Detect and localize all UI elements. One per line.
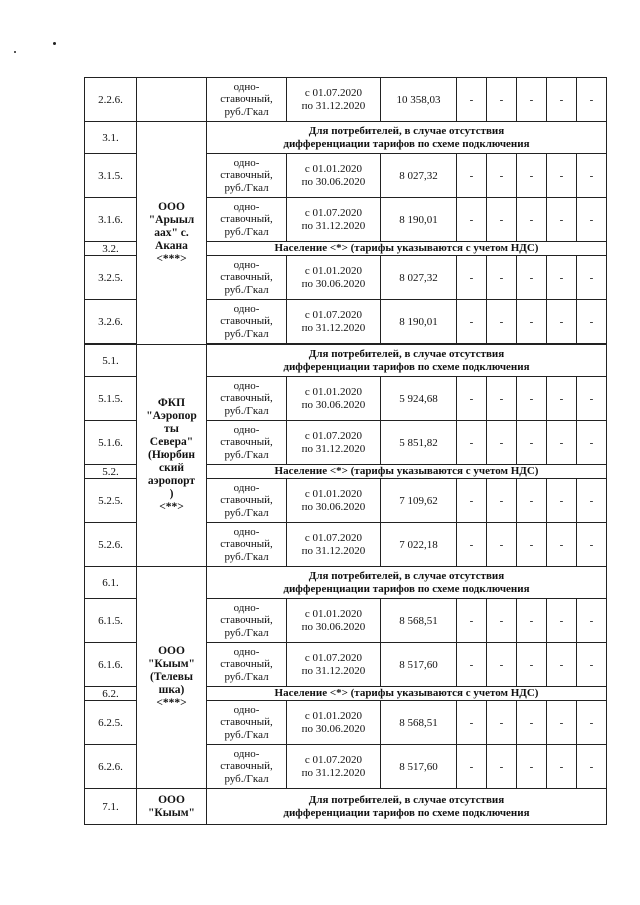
org-name: ООО "Кыым" [137,789,207,825]
dash-cell: - [457,78,487,122]
dash-cell: - [487,300,517,344]
dash-cell: - [457,300,487,344]
dash-cell: - [457,599,487,643]
dash-cell: - [457,523,487,567]
dash-cell: - [457,154,487,198]
tariff-value: 8 517,60 [381,745,457,789]
tariff-value: 8 027,32 [381,256,457,300]
dash-cell: - [487,745,517,789]
row-code: 5.1. [85,345,137,377]
row-code: 3.1.6. [85,198,137,242]
row-code: 6.2.6. [85,745,137,789]
org-name: ФКП "Аэропор ты Севера" (Нюрбин ский аэропорт ) <**> [137,345,207,567]
dash-cell: - [577,745,607,789]
dash-cell: - [487,479,517,523]
period-cell: с 01.07.2020 по 31.12.2020 [287,198,381,242]
dash-cell: - [577,599,607,643]
dash-cell: - [517,523,547,567]
dash-cell: - [487,198,517,242]
unit-cell: одно- ставочный, руб./Гкал [207,421,287,465]
population-header: Население <*> (тарифы указываются с учетом НДС) [207,687,607,701]
period-cell: с 01.01.2020 по 30.06.2020 [287,599,381,643]
dash-cell: - [577,421,607,465]
dash-cell: - [517,643,547,687]
period-cell: с 01.07.2020 по 31.12.2020 [287,745,381,789]
tariff-value: 5 851,82 [381,421,457,465]
tariff-value: 8 517,60 [381,643,457,687]
table-row [85,345,607,377]
period-cell: с 01.07.2020 по 31.12.2020 [287,523,381,567]
dash-cell: - [457,643,487,687]
dash-cell: - [547,745,577,789]
dash-cell: - [487,421,517,465]
tariff-value: 7 022,18 [381,523,457,567]
period-cell: с 01.07.2020 по 31.12.2020 [287,421,381,465]
dash-cell: - [547,154,577,198]
dash-cell: - [547,701,577,745]
tariff-table [84,77,607,825]
dash-cell: - [517,256,547,300]
dash-cell: - [577,154,607,198]
tariff-value: 8 190,01 [381,300,457,344]
period-cell: с 01.01.2020 по 30.06.2020 [287,154,381,198]
dash-cell: - [487,377,517,421]
dash-cell: - [517,300,547,344]
dash-cell: - [457,198,487,242]
dash-cell: - [577,377,607,421]
period-cell: с 01.01.2020 по 30.06.2020 [287,256,381,300]
dash-cell: - [457,479,487,523]
row-code: 6.2. [85,687,137,701]
dash-cell: - [487,701,517,745]
tariff-value: 5 924,68 [381,377,457,421]
row-code: 3.1.5. [85,154,137,198]
table-row [85,789,607,825]
population-header: Население <*> (тарифы указываются с учетом НДС) [207,465,607,479]
table-row [85,78,607,122]
org-cell-empty [137,78,207,122]
period-cell: с 01.01.2020 по 30.06.2020 [287,377,381,421]
table-row [85,567,607,599]
section-header: Для потребителей, в случае отсутствия дифференциации тарифов по схеме подключения [207,345,607,377]
dash-cell: - [517,421,547,465]
dash-cell: - [457,745,487,789]
row-code: 6.1.6. [85,643,137,687]
unit-cell: одно- ставочный, руб./Гкал [207,479,287,523]
scan-speck [14,51,16,53]
period-cell: с 01.07.2020 по 31.12.2020 [287,300,381,344]
dash-cell: - [517,701,547,745]
dash-cell: - [577,300,607,344]
dash-cell: - [547,300,577,344]
dash-cell: - [487,643,517,687]
unit-cell: одно- ставочный, руб./Гкал [207,256,287,300]
unit-cell: одно- ставочный, руб./Гкал [207,198,287,242]
dash-cell: - [517,154,547,198]
dash-cell: - [577,643,607,687]
unit-cell: одно- ставочный, руб./Гкал [207,300,287,344]
row-code: 3.2.6. [85,300,137,344]
dash-cell: - [457,377,487,421]
period-cell: с 01.07.2020 по 31.12.2020 [287,643,381,687]
section-header: Для потребителей, в случае отсутствия дифференциации тарифов по схеме подключения [207,122,607,154]
dash-cell: - [547,523,577,567]
row-code: 2.2.6. [85,78,137,122]
dash-cell: - [547,78,577,122]
unit-cell: одно- ставочный, руб./Гкал [207,599,287,643]
tariff-value: 7 109,62 [381,479,457,523]
tariff-value: 8 568,51 [381,701,457,745]
dash-cell: - [487,256,517,300]
population-header: Население <*> (тарифы указываются с учетом НДС) [207,242,607,256]
dash-cell: - [487,599,517,643]
period-cell: с 01.01.2020 по 30.06.2020 [287,701,381,745]
dash-cell: - [517,377,547,421]
tariff-value: 8 027,32 [381,154,457,198]
dash-cell: - [517,745,547,789]
unit-cell: одно- ставочный, руб./Гкал [207,78,287,122]
section-header: Для потребителей, в случае отсутствия дифференциации тарифов по схеме подключения [207,789,607,825]
scan-speck [53,42,56,45]
unit-cell: одно- ставочный, руб./Гкал [207,701,287,745]
dash-cell: - [487,523,517,567]
dash-cell: - [577,198,607,242]
dash-cell: - [547,198,577,242]
tariff-value: 10 358,03 [381,78,457,122]
dash-cell: - [517,78,547,122]
period-cell: с 01.07.2020 по 31.12.2020 [287,78,381,122]
table-row [85,122,607,154]
dash-cell: - [577,523,607,567]
dash-cell: - [547,377,577,421]
row-code: 5.2.5. [85,479,137,523]
unit-cell: одно- ставочный, руб./Гкал [207,523,287,567]
dash-cell: - [487,78,517,122]
dash-cell: - [577,256,607,300]
dash-cell: - [487,154,517,198]
row-code: 3.1. [85,122,137,154]
dash-cell: - [517,198,547,242]
dash-cell: - [457,256,487,300]
tariff-value: 8 190,01 [381,198,457,242]
row-code: 3.2. [85,242,137,256]
tariff-value: 8 568,51 [381,599,457,643]
dash-cell: - [547,421,577,465]
row-code: 7.1. [85,789,137,825]
dash-cell: - [547,256,577,300]
unit-cell: одно- ставочный, руб./Гкал [207,745,287,789]
row-code: 6.1.5. [85,599,137,643]
org-name: ООО "Кыым" (Телевы шка) <***> [137,567,207,789]
dash-cell: - [547,643,577,687]
row-code: 5.2.6. [85,523,137,567]
org-name: ООО "Арыыл аах" с. Акана <***> [137,122,207,345]
dash-cell: - [517,599,547,643]
unit-cell: одно- ставочный, руб./Гкал [207,643,287,687]
dash-cell: - [577,701,607,745]
row-code: 5.1.6. [85,421,137,465]
dash-cell: - [577,479,607,523]
dash-cell: - [457,421,487,465]
unit-cell: одно- ставочный, руб./Гкал [207,154,287,198]
row-code: 5.2. [85,465,137,479]
section-header: Для потребителей, в случае отсутствия дифференциации тарифов по схеме подключения [207,567,607,599]
row-code: 5.1.5. [85,377,137,421]
dash-cell: - [547,599,577,643]
unit-cell: одно- ставочный, руб./Гкал [207,377,287,421]
dash-cell: - [517,479,547,523]
row-code: 3.2.5. [85,256,137,300]
row-code: 6.2.5. [85,701,137,745]
dash-cell: - [457,701,487,745]
dash-cell: - [547,479,577,523]
dash-cell: - [577,78,607,122]
period-cell: с 01.01.2020 по 30.06.2020 [287,479,381,523]
row-code: 6.1. [85,567,137,599]
